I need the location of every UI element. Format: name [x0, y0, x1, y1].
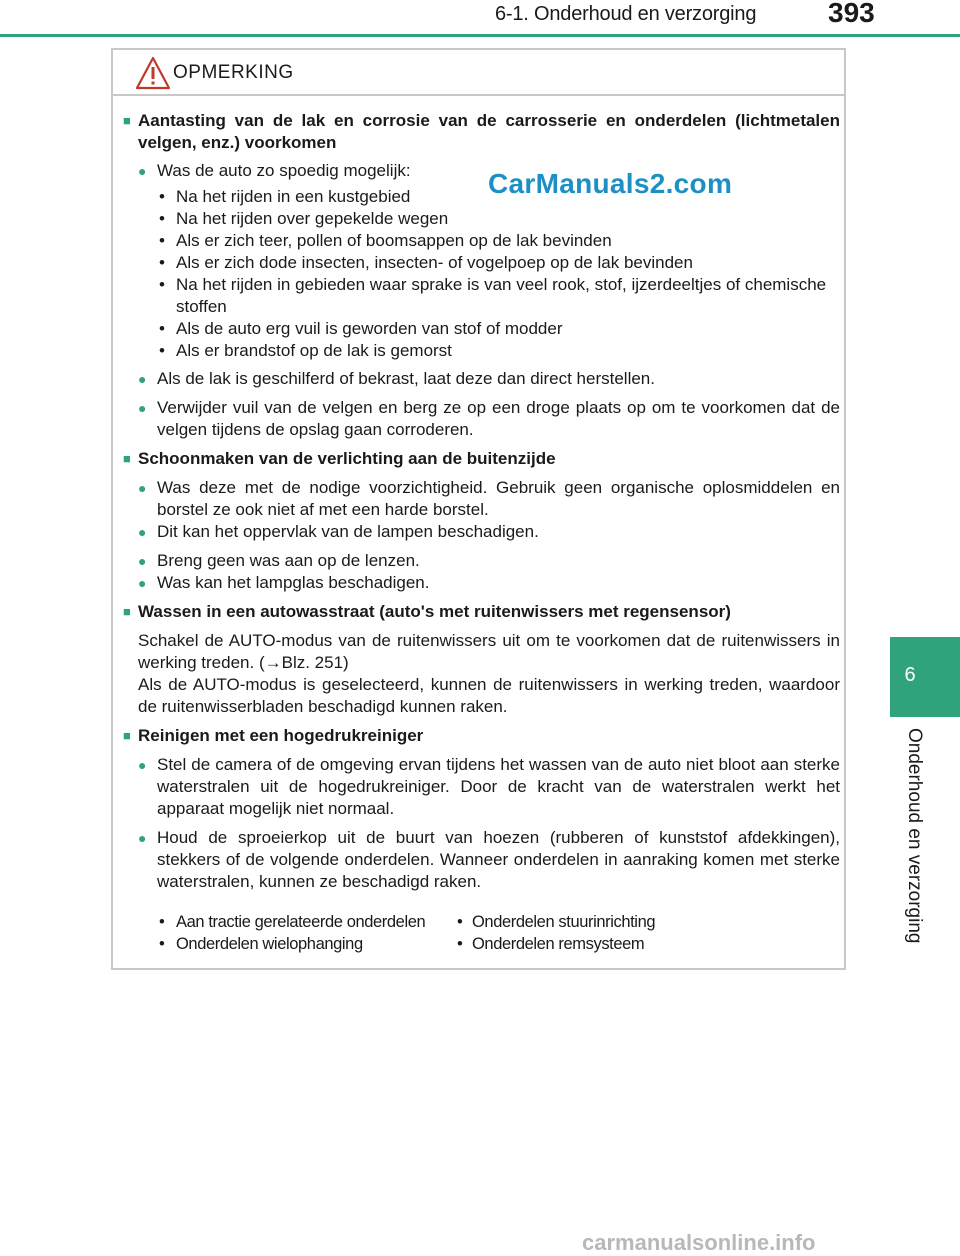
- wheel-storage-note: ● Verwijder vuil van de velgen en berg ze op een droge plaats op om te voorkomen dat de velgen tijdens de opslag gaan corroderen.: [123, 397, 840, 441]
- part-item: • Onderdelen stuurinrichting: [454, 911, 794, 933]
- section-heading-paint: ■ Aantasting van de lak en corrosie van de carrosserie en onderdelen (lichtmetalen velgen, enz.) voorkomen: [123, 110, 840, 154]
- pressure-nozzle-note: ● Houd de sproeierkop uit de buurt van hoezen (rubberen of kunststof afdekkingen), stekkers of de volgende onderdelen. Wanneer onderdelen in aanraking komen met sterke waterstralen, kunnen ze beschadigd raken.: [123, 827, 840, 893]
- lights-careful-reason: ● Dit kan het oppervlak van de lampen beschadigen.: [123, 521, 840, 543]
- part-item: • Onderdelen wielophanging: [123, 933, 454, 955]
- part-item: • Aan tractie gerelateerde onderdelen: [123, 911, 454, 933]
- section-heading-carwash: ■ Wassen in een autowasstraat (auto's met ruitenwissers met regensensor): [123, 601, 840, 623]
- watermark-top: CarManuals2.com: [488, 168, 733, 199]
- wash-item: • Na het rijden in een kustgebied: [123, 186, 840, 208]
- section-heading-lights: ■ Schoonmaken van de verlichting aan de buitenzijde: [123, 448, 840, 470]
- notice-header: [113, 50, 844, 96]
- section-title: 6-1. Onderhoud en verzorging: [495, 3, 757, 25]
- scratched-paint-note: ● Als de lak is geschilferd of bekrast, laat deze dan direct herstellen.: [123, 368, 840, 390]
- pressure-camera-note: ● Stel de camera of de omgeving ervan tijdens het wassen van de auto niet bloot aan sterke waterstralen uit de hogedrukreiniger. Door de kracht van de waterstralen werkt het apparaat mogelijk niet normaal.: [123, 754, 840, 820]
- wash-intro: ● Was de auto zo spoedig mogelijk:: [123, 160, 840, 182]
- wash-item: • Als de auto erg vuil is geworden van stof of modder: [123, 318, 840, 340]
- wash-item: • Als er zich dode insecten, insecten- of vogelpoep op de lak bevinden: [123, 252, 840, 274]
- page-number: 393: [828, 0, 875, 28]
- parts-list: [123, 911, 840, 955]
- watermark-bottom: carmanualsonline.info: [582, 1230, 816, 1255]
- part-item: • Onderdelen remsysteem: [454, 933, 794, 955]
- wash-item: • Als er brandstof op de lak is gemorst: [123, 340, 840, 362]
- chapter-number: 6: [904, 664, 916, 686]
- wash-item: • Als er zich teer, pollen of boomsappen op de lak bevinden: [123, 230, 840, 252]
- lights-wax-reason: ● Was kan het lampglas beschadigen.: [123, 572, 840, 594]
- section-heading-pressure: ■ Reinigen met een hogedrukreiniger: [123, 725, 840, 747]
- carwash-instruction: Schakel de AUTO-modus van de ruitenwissers uit om te voorkomen dat de ruitenwissers in werking treden. (→Blz. 251): [138, 631, 840, 672]
- header-rule: [0, 34, 960, 37]
- chapter-label: Onderhoud en verzorging: [904, 728, 925, 944]
- warning-triangle-icon: [135, 56, 171, 90]
- wash-item: • Na het rijden over gepekelde wegen: [123, 208, 840, 230]
- notice-title: OPMERKING: [173, 62, 294, 83]
- lights-wax-note: ● Breng geen was aan op de lenzen.: [123, 550, 840, 572]
- lights-careful-note: ● Was deze met de nodige voorzichtigheid. Gebruik geen organische oplosmiddelen en borstel ze ook niet af met een harde borstel.: [123, 477, 840, 521]
- carwash-warning: Als de AUTO-modus is geselecteerd, kunnen de ruitenwissers in werking treden, waardoor de ruitenwisserbladen beschadigd kunnen raken.: [138, 675, 840, 716]
- notice-content: [123, 110, 840, 955]
- wash-item: • Na het rijden in gebieden waar sprake is van veel rook, stof, ijzerdeeltjes of chemische stoffen: [123, 274, 840, 318]
